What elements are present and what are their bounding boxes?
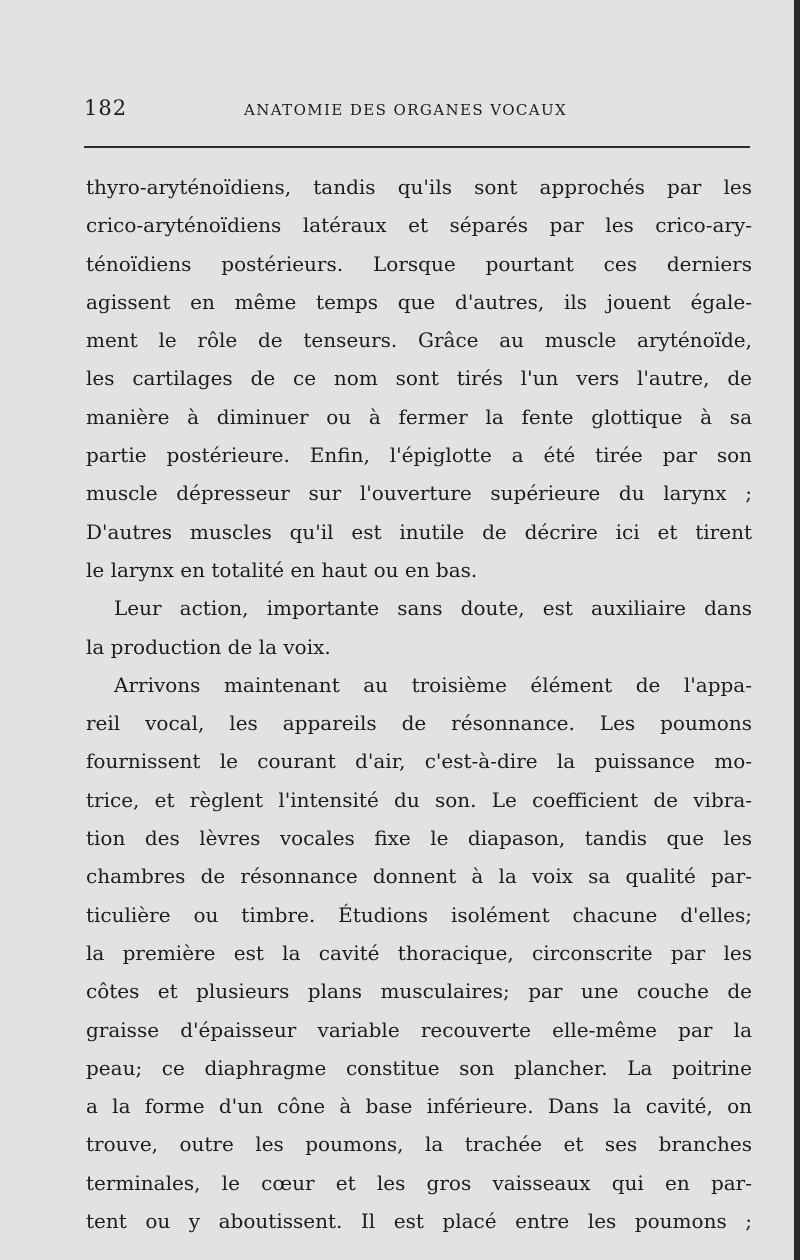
running-title: ANATOMIE DES ORGANES VOCAUX: [244, 101, 568, 119]
text-line: côtes et plusieurs plans musculaires; par une couche de: [86, 979, 752, 1004]
text-line: chambres de résonnance donnent à la voix sa qualité par-: [86, 864, 752, 889]
text-line: a la forme d'un cône à base inférieure. Dans la cavité, on: [86, 1094, 752, 1119]
text-line: ticulière ou timbre. Étudions isolément chacune d'elles;: [86, 902, 752, 927]
text-line: la production de la voix.: [86, 634, 331, 659]
page-edge-shadow: [794, 0, 800, 1260]
body-text: [86, 168, 752, 1240]
text-line: agissent en même temps que d'autres, ils jouent égale-: [86, 289, 752, 314]
page-header: [84, 96, 750, 126]
header-rule: [84, 146, 750, 148]
text-line: terminales, le cœur et les gros vaisseaux qui en par-: [86, 1170, 752, 1195]
text-line: les cartilages de ce nom sont tirés l'un vers l'autre, de: [86, 366, 752, 391]
text-line: manière à diminuer ou à fermer la fente glottique à sa: [86, 404, 752, 429]
text-line: trice, et règlent l'intensité du son. Le coefficient de vibra-: [86, 787, 752, 812]
text-line: Leur action, importante sans doute, est auxiliaire dans: [114, 596, 752, 621]
text-line: muscle dépresseur sur l'ouverture supérieure du larynx ;: [86, 481, 752, 506]
text-line: crico-aryténoïdiens latéraux et séparés par les crico-ary-: [86, 213, 752, 238]
text-line: partie postérieure. Enfin, l'épiglotte a été tirée par son: [86, 443, 752, 468]
text-line: peau; ce diaphragme constitue son plancher. La poitrine: [86, 1055, 752, 1080]
text-line: tent ou y aboutissent. Il est placé entre les poumons ;: [86, 1209, 752, 1234]
text-line: reil vocal, les appareils de résonnance. Les poumons: [86, 711, 752, 736]
text-line: D'autres muscles qu'il est inutile de décrire ici et tirent: [86, 519, 752, 544]
text-line: le larynx en totalité en haut ou en bas.: [86, 557, 478, 582]
text-line: thyro-aryténoïdiens, tandis qu'ils sont approchés par les: [86, 175, 752, 199]
page-number: 182: [84, 96, 128, 120]
text-line: ténoïdiens postérieurs. Lorsque pourtant ces derniers: [86, 251, 752, 276]
text-line: fournissent le courant d'air, c'est-à-dire la puissance mo-: [86, 749, 752, 774]
text-line: Arrivons maintenant au troisième élément de l'appa-: [114, 672, 752, 697]
text-line: graisse d'épaisseur variable recouverte elle-même par la: [86, 1017, 752, 1042]
text-line: la première est la cavité thoracique, circonscrite par les: [86, 940, 752, 965]
text-line: ment le rôle de tenseurs. Grâce au muscle aryténoïde,: [86, 328, 752, 353]
text-line: trouve, outre les poumons, la trachée et ses branches: [86, 1132, 752, 1157]
text-line: tion des lèvres vocales fixe le diapason, tandis que les: [86, 826, 752, 851]
